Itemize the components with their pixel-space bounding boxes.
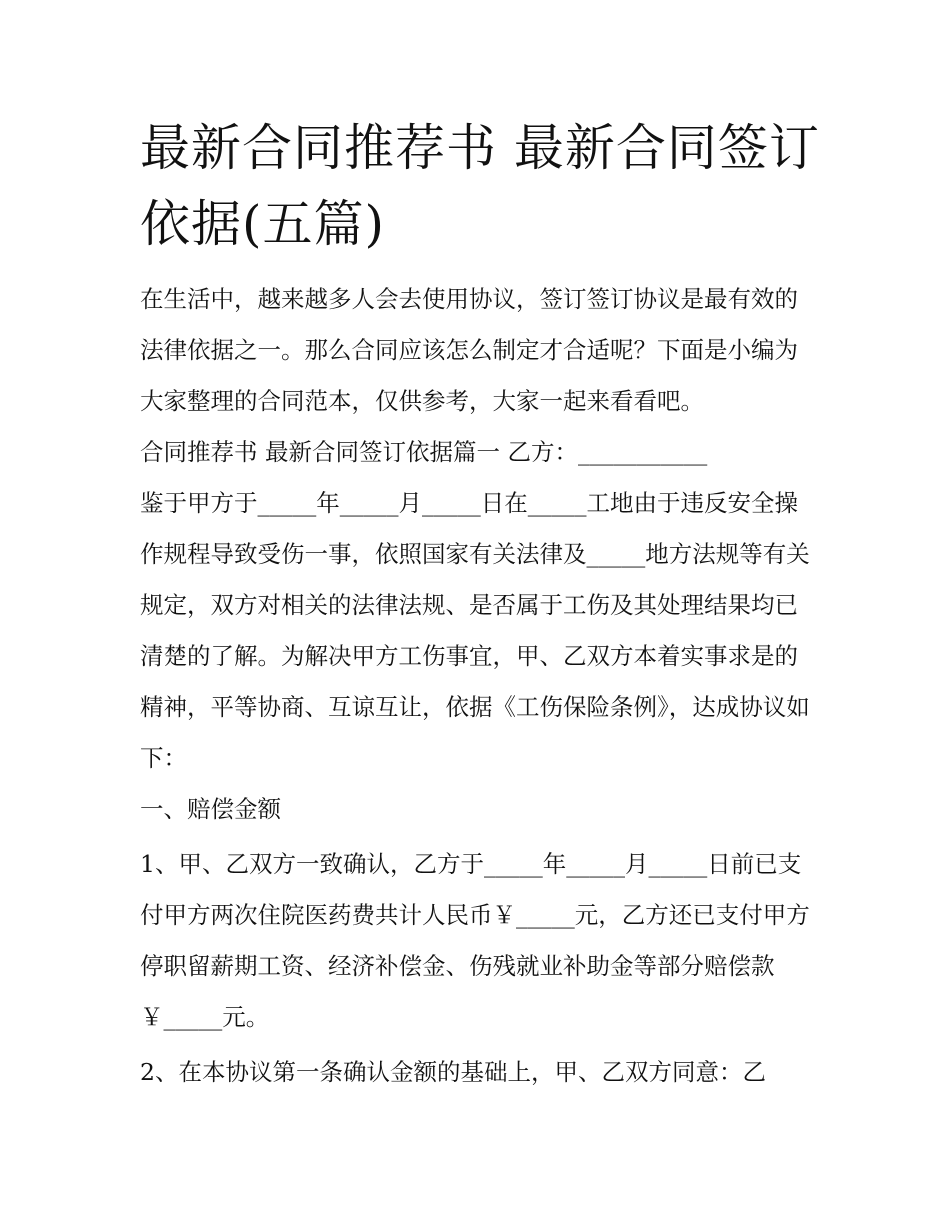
clause-paragraph: 2、在本协议第一条确认金额的基础上，甲、乙双方同意：乙 [140,1058,766,1086]
document-page [140,110,820,1098]
intro-paragraph: 在生活中，越来越多人会去使用协议，签订签订协议是最有效的法律依据之一。那么合同应该怎么制定才合适呢？下面是小编为大家整理的合同范本，仅供参考，大家一起来看看吧。 [140,285,798,415]
document-title: 最新合同推荐书 最新合同签订依据(五篇) [140,119,820,253]
body-paragraph: 鉴于甲方于_____年_____月_____日在_____工地由于违反安全操作规程导致受伤一事，依照国家有关法律及_____地方法规等有关规定，双方对相关的法律法规、是否属于工伤及其处理结果均已清楚的了解。为解决甲方工伤事宜，甲、乙双方本着实事求是的精神，平等协商、互谅互让，依据《工伤保险条例》，达成协议如下： [140,489,810,772]
clause-paragraph: 1、甲、乙双方一致确认，乙方于_____年_____月_____日前已支付甲方两次住院医药费共计人民币￥_____元，乙方还已支付甲方停职留薪期工资、经济补偿金、伤残就业补助金等部分赔偿款￥_____元。 [140,850,810,1031]
section-heading: 合同推荐书 最新合同签订依据篇一 乙方：___________ [140,438,708,466]
clause-heading: 一、赔偿金额 [140,795,281,823]
